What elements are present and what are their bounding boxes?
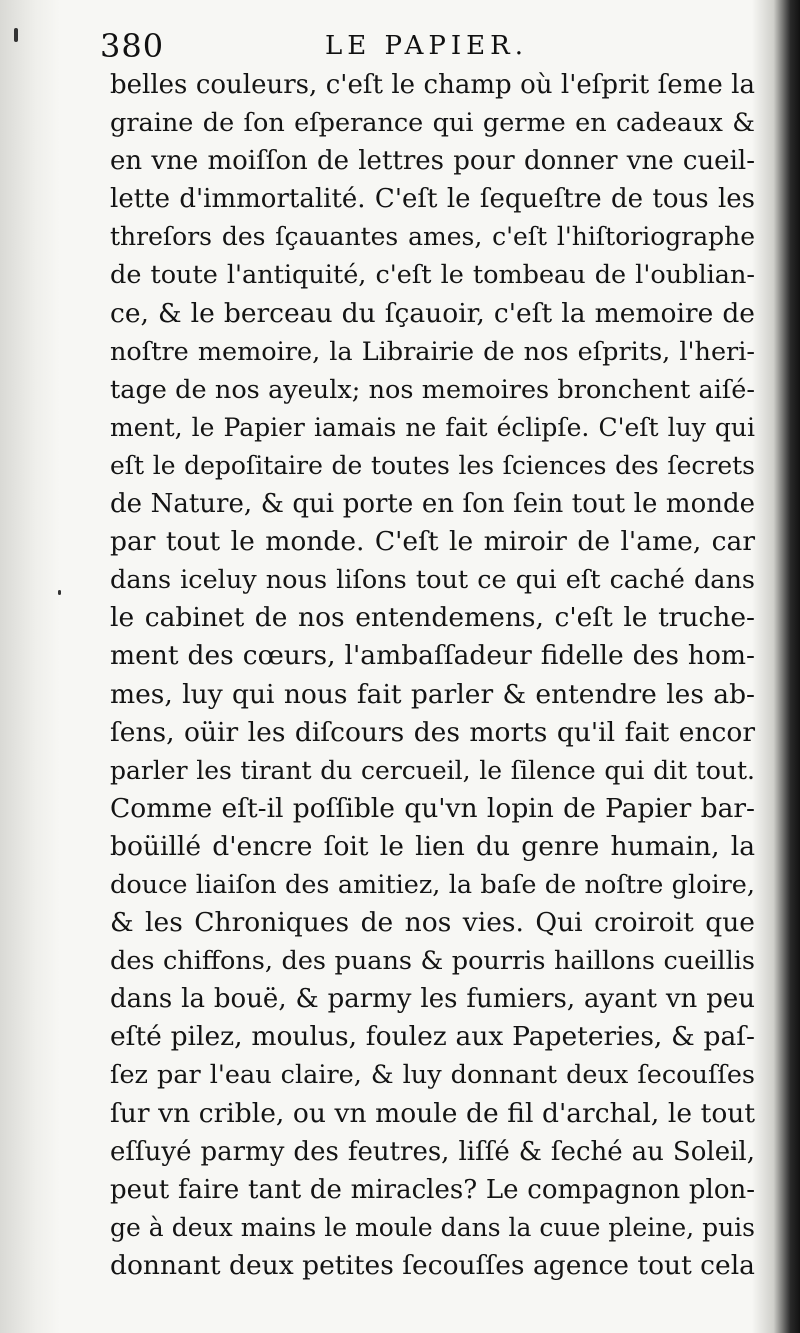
text-line: ce, & le berceau du ſçauoir, c'eſt la memoire de bbox=[110, 297, 755, 329]
page-number: 380 bbox=[100, 27, 165, 65]
text-line: douce liaiſon des amitiez, la baſe de noſtre gloire, bbox=[110, 869, 755, 900]
text-line: parler les tirant du cercueil, le ſilence qui dit tout. bbox=[110, 755, 755, 785]
text-line: tage de nos ayeulx; nos memoires bronchent aiſé- bbox=[110, 374, 755, 405]
text-line: Comme eſt-il poſſible qu'vn lopin de Papier bar- bbox=[110, 792, 755, 824]
text-line: eſt le depoſitaire de toutes les ſciences des ſecrets bbox=[110, 450, 755, 480]
text-line: lette d'immortalité. C'eſt le ſequeſtre de tous les bbox=[110, 184, 755, 215]
body-text bbox=[110, 66, 755, 1285]
text-line: eſſuyé parmy des feutres, liſſé & ſeché au Soleil, bbox=[110, 1136, 755, 1167]
text-line: des chiffons, des puans & pourris haillons cueillis bbox=[110, 946, 755, 977]
text-line: boüillé d'encre ſoit le lien du genre humain, la bbox=[110, 830, 755, 862]
text-line: ge à deux mains le moule dans la cuue pleine, puis bbox=[110, 1212, 755, 1242]
text-line: en vne moiſſon de lettres pour donner vne cueil- bbox=[110, 146, 755, 177]
ink-speck bbox=[58, 590, 61, 595]
text-line: par tout le monde. C'eſt le miroir de l'ame, car bbox=[110, 526, 755, 558]
text-line: threſors des ſçauantes ames, c'eſt l'hiſtoriographe bbox=[110, 222, 755, 252]
text-line: ſens, oüir les diſcours des morts qu'il fait encor bbox=[110, 716, 755, 748]
page-header bbox=[100, 24, 740, 68]
text-line: de toute l'antiquité, c'eſt le tombeau de l'oublian- bbox=[110, 260, 755, 291]
text-line: ſur vn crible, ou vn moule de fil d'archal, le tout bbox=[110, 1097, 755, 1129]
text-line: ment, le Papier iamais ne fait éclipſe. C'eſt luy qui bbox=[110, 412, 755, 442]
page-gutter-shadow bbox=[0, 0, 60, 1333]
text-line: belles couleurs, c'eſt le champ où l'eſprit ſeme la bbox=[110, 70, 755, 100]
running-title: LE PAPIER. bbox=[325, 31, 528, 61]
text-line: dans iceluy nous liſons tout ce qui eſt caché dans bbox=[110, 565, 755, 596]
text-line: graine de ſon eſperance qui germe en cadeaux & bbox=[110, 108, 755, 139]
text-line: de Nature, & qui porte en ſon ſein tout le monde bbox=[110, 489, 755, 520]
text-line: mes, luy qui nous fait parler & entendre les ab- bbox=[110, 678, 755, 710]
text-line: eſté pilez, moulus, foulez aux Papeteries, & paſ- bbox=[110, 1021, 755, 1053]
text-line: ſez par l'eau claire, & luy donnant deux ſecouſſes bbox=[110, 1060, 755, 1091]
page-edge-shadow bbox=[752, 0, 800, 1333]
text-line: dans la bouë, & parmy les fumiers, ayant vn peu bbox=[110, 984, 755, 1015]
text-line: le cabinet de nos entendemens, c'eſt le truche- bbox=[110, 602, 755, 634]
text-line: peut faire tant de miracles? Le compagnon plon- bbox=[110, 1174, 755, 1205]
text-line: ment des cœurs, l'ambaſſadeur fidelle des hom- bbox=[110, 640, 755, 672]
ink-speck bbox=[14, 28, 18, 42]
text-line: donnant deux petites ſecouſſes agence tout cela bbox=[110, 1249, 755, 1281]
text-line: noſtre memoire, la Librairie de nos eſprits, l'heri- bbox=[110, 336, 755, 367]
text-line: & les Chroniques de nos vies. Qui croiroit que bbox=[110, 907, 755, 939]
